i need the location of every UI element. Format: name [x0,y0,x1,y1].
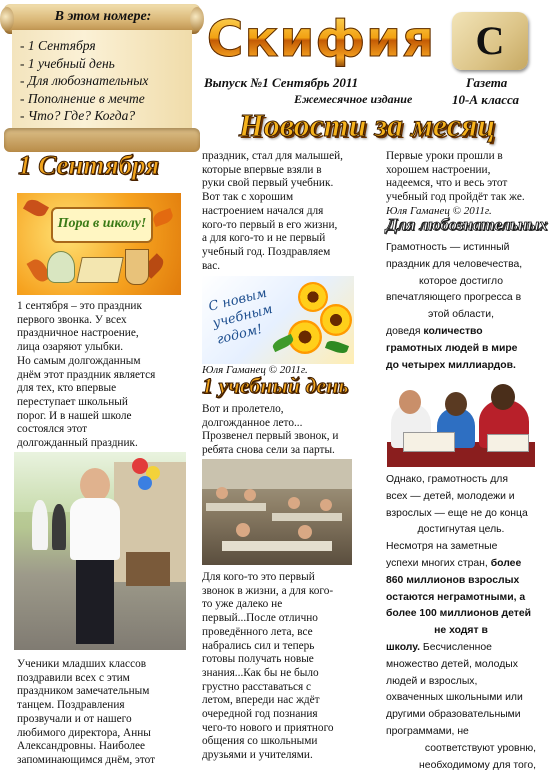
student-face [399,390,421,414]
contents-item[interactable]: - 1 учебный день [20,55,115,71]
student-face [80,468,110,502]
balloon-icon [138,476,152,490]
text-line: Грамотность — истинный [386,242,510,253]
leaf-icon [23,196,49,219]
newspaper-type: Газета [466,75,508,90]
classroom-photo [202,459,352,565]
contents-title: В этом номере: [54,9,152,24]
background-person [52,504,66,550]
student-face [320,499,332,511]
card-greeting: С новым учебным годом! [207,285,275,348]
bold-fragment: более 100 миллионов детей [386,608,532,620]
literacy-text [386,240,536,374]
text-line: грустно расставаться с [202,680,312,693]
students-reading-photo [387,382,535,467]
book-icon [487,434,529,452]
text-line: соответствуют уровню, [424,742,536,754]
publication-frequency: Ежемесячное издание [294,92,413,106]
text-line: поздравили всех с этим [17,671,130,684]
text-line: программами, не [386,725,469,737]
text-line: Для кого-то это первый [202,571,315,583]
text-line: праздником замечательным [17,685,150,698]
student-face [298,525,312,539]
flower-icon [288,320,322,354]
text-line: прозвучали и от нашего [17,712,132,725]
bold-fragment: до четырех миллиардов. [386,359,516,371]
greeting-card-image [202,276,354,364]
text-line: Но самым долгожданным [17,354,141,367]
text-line: друзьями и учителями. [202,749,313,762]
text-line: лица озаряют улыбки. [17,341,124,354]
contents-item[interactable]: - Пополнение в мечте [20,90,145,106]
text-line: хорошем настроении, [386,163,491,176]
logo-letter: С [475,18,505,63]
text-line: учебный год пройдёт так же. [386,191,525,204]
student-face [491,384,515,410]
text-line: звонок в жизни, а для кого- [202,584,334,597]
classroom-wall [202,459,352,489]
text-line: для тех, кто впервые [17,382,117,395]
text-fragment: успехи многих стран, [386,557,488,569]
text-line: Несмотря на заметные [386,541,498,553]
autumn-school-image [17,193,181,295]
school-sign: Пора в школу! [51,207,153,243]
text-line: порог. И в нашей школе [17,409,132,422]
text-line [386,623,536,640]
text-line: Однако, грамотность для [386,474,508,485]
book-icon [403,432,455,452]
text-fragment: доведя [386,325,424,337]
text-line [386,573,536,590]
author-signature: Юля Гаманец © 2011г. [386,205,492,217]
text-line: Первые уроки прошли в [386,150,503,162]
student-face [244,489,256,501]
desk [222,541,332,551]
text-line: всех — детей, молодежи и [386,490,515,502]
text-line: переступает школьный [17,395,128,408]
heading-for-curious: Для любознательных [386,215,548,234]
contents-item[interactable]: - Что? Где? Когда? [20,108,136,123]
text-line: которое достигло [419,275,503,287]
text-line: первый...После отлично [202,612,318,625]
text-line [386,358,536,375]
author-signature: Юля Гаманец © 2011г. [202,364,308,376]
text-line: кого-то первый в его жизни, [202,218,338,231]
sept-1-text-continued [17,658,167,768]
text-line: людей и взрослых, [386,675,478,687]
flower-icon [320,304,352,336]
bold-fragment: школу. [386,641,421,653]
text-line: днём этот праздник является [17,368,156,381]
text-line: учебный год. Поздравляем [202,245,331,258]
student-face [288,497,300,509]
first-day-text-continued [202,571,352,763]
text-line: вас. [202,259,221,272]
newspaper-title: Скифия [196,8,446,70]
text-line [386,606,536,623]
text-line: Прозвенел первый звонок, и [202,430,339,443]
text-line: множество детей, молодых [386,658,518,670]
text-line: этой области, [428,309,494,321]
heading-first-school-day: 1 учебный день [202,373,349,398]
dark-trousers [76,560,114,644]
text-line: праздник для человечества, [386,258,523,270]
text-fragment: Бесчисленное [422,641,492,653]
text-line [386,341,536,358]
text-line: чего-то нового и приятного [202,721,334,734]
text-line: взрослых — еще не до конца [386,507,528,519]
text-line: общения со школьными [202,735,318,748]
white-shirt [70,498,120,560]
first-day-text [202,403,352,458]
text-line: 1 сентября – это праздник [17,300,142,312]
text-line: ребята снова сели за парты. [202,444,335,457]
text-line: Вот так с хорошим [202,191,294,204]
text-line: летом, впереди нас ждёт [202,694,320,707]
text-line: очередной год познания [202,708,318,721]
text-line: долгожданное лето... [202,416,303,429]
text-line: настроением начался для [202,204,324,217]
desk [206,503,266,511]
background-person [32,500,48,550]
text-line: впечатляющего прогресса в [386,292,522,304]
text-line: которые впервые взяли в [202,163,322,176]
text-line [386,324,536,341]
text-line: охваченных школьными или [386,692,523,704]
sept-1-text-col2 [202,150,352,273]
heading-sept-1: 1 Сентября [18,150,160,180]
leaf-icon [325,339,349,356]
text-line [386,590,536,607]
text-line: долгожданный праздник. [17,437,138,450]
student-face [445,392,467,416]
bell-icon [125,249,149,285]
student-face [216,487,228,499]
text-line: Александровны. Наиболее [17,740,146,753]
scroll-bottom-roll [4,128,200,152]
text-line: надеемся, что и весь этот [386,177,508,190]
text-line: запоминающимся днём, этот [17,753,156,766]
text-line: Ученики младших классов [17,658,147,670]
text-line: другими образовательными [386,709,521,721]
text-line [386,556,536,573]
text-line: а для кого-то и не первый [202,232,326,245]
bold-fragment: грамотных людей в мире [386,342,518,354]
student-face [236,523,250,537]
text-line: руки свой первый учебник. [202,177,334,190]
bold-fragment: количество [423,325,483,337]
table [126,552,170,586]
logo-letter-box [452,12,528,70]
text-line: любимого директора, Анны [17,726,151,739]
text-line: танцем. Поздравления [17,699,125,712]
contents-item[interactable]: - Для любознательных [20,73,149,88]
sept-1-text [17,300,165,451]
text-line: знания...Как бы не было [202,666,319,679]
class-name: 10-А класса [452,92,519,107]
text-line: праздничное настроение, [17,327,139,340]
text-line: праздник, стал для малышей, [202,150,344,162]
desk [272,513,342,521]
text-line: набрались сил и теперь [202,639,315,652]
literacy-text-continued [386,472,536,774]
book-icon [76,257,124,283]
text-line: достигнутая цель. [417,524,505,536]
text-line: то уже далеко не [202,598,283,611]
text-line: проведённого лета, все [202,625,313,638]
flower-icon [298,282,328,312]
bold-fragment: 860 миллионов взрослых [386,574,520,586]
bold-fragment: более [490,557,522,569]
text-line: первого звонка. У всех [17,313,127,326]
contents-item[interactable]: - 1 Сентября [20,38,96,53]
text-line [386,640,536,657]
issue-line: Выпуск №1 Сентябрь 2011 [204,75,359,90]
leaf-icon [271,334,295,352]
bold-fragment: не ходят в [434,625,488,637]
text-line: необходимому для того, [419,759,536,771]
first-lessons-text [386,150,536,205]
contents-list [20,37,200,125]
text-line: Вот и пролетело, [202,403,284,415]
text-line: готовы получать новые [202,653,314,666]
bold-fragment: остаются неграмотными, а [386,591,526,603]
text-line: состоялся этот [17,423,88,436]
section-banner: Новости за месяц [238,107,496,143]
lamp-icon [47,251,75,283]
leaf-icon [151,208,174,227]
student-photo [14,452,186,650]
